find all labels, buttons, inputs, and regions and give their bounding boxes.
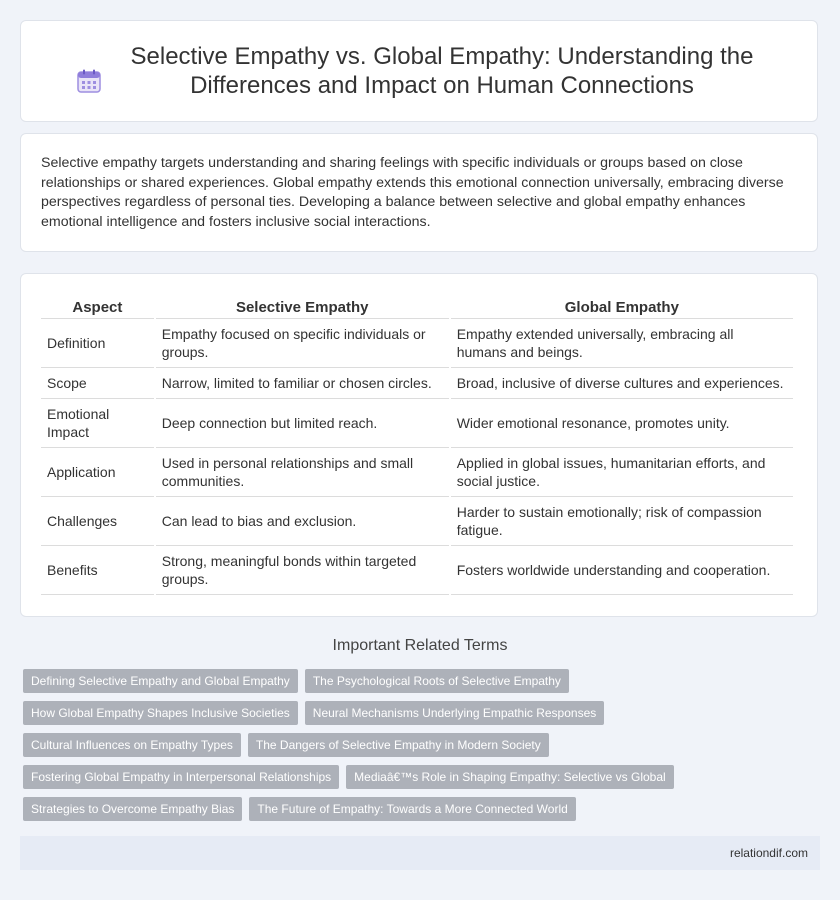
related-term-link[interactable]: Defining Selective Empathy and Global Empathy — [23, 669, 298, 693]
tag-row — [23, 765, 783, 789]
footer — [20, 836, 820, 870]
table-cell-global: Broad, inclusive of diverse cultures and experiences. — [451, 368, 793, 399]
related-term-link[interactable]: Mediaâ€™s Role in Shaping Empathy: Selective vs Global — [346, 765, 674, 789]
calendar-icon — [76, 68, 102, 94]
title-wrap — [76, 42, 762, 100]
related-terms-tags — [23, 669, 783, 829]
related-term-link[interactable]: The Psychological Roots of Selective Empathy — [305, 669, 569, 693]
table-cell-selective: Strong, meaningful bonds within targeted groups. — [156, 546, 449, 595]
header-aspect: Aspect — [41, 296, 154, 319]
table-row — [41, 448, 793, 497]
tag-row — [23, 797, 783, 821]
table-cell-global: Empathy extended universally, embracing all humans and beings. — [451, 319, 793, 368]
related-term-link[interactable]: The Dangers of Selective Empathy in Modern Society — [248, 733, 549, 757]
table-row — [41, 319, 793, 368]
comparison-table — [39, 296, 795, 595]
related-term-link[interactable]: The Future of Empathy: Towards a More Connected World — [249, 797, 575, 821]
header-global-empathy: Global Empathy — [451, 296, 793, 319]
table-cell-selective: Narrow, limited to familiar or chosen circles. — [156, 368, 449, 399]
table-row — [41, 546, 793, 595]
table-row — [41, 497, 793, 546]
tag-row — [23, 733, 783, 757]
table-cell-global: Harder to sustain emotionally; risk of compassion fatigue. — [451, 497, 793, 546]
related-terms-title: Important Related Terms — [332, 637, 508, 654]
related-term-link[interactable]: Neural Mechanisms Underlying Empathic Responses — [305, 701, 604, 725]
table-cell-global: Applied in global issues, humanitarian efforts, and social justice. — [451, 448, 793, 497]
header-card — [20, 20, 818, 122]
intro-card — [20, 133, 818, 252]
page-title: Selective Empathy vs. Global Empathy: Understanding the Differences and Impact on Human Connections — [130, 43, 754, 99]
tag-row — [23, 701, 783, 725]
intro-paragraph: Selective empathy targets understanding and sharing feelings with specific individuals or groups based on close relationships or shared experiences. Global empathy extends this emotional connection universally, embracing diverse perspectives regardless of personal ties. Developing a balance between selective and global empathy enhances emotional intelligence and fosters inclusive social interactions. — [41, 155, 784, 230]
table-cell-global: Fosters worldwide understanding and cooperation. — [451, 546, 793, 595]
footer-site-link[interactable]: relationdif.com — [729, 846, 808, 860]
table-cell-aspect: Application — [41, 448, 154, 497]
comparison-table-card — [20, 273, 818, 617]
related-term-link[interactable]: Strategies to Overcome Empathy Bias — [23, 797, 242, 821]
related-term-link[interactable]: Fostering Global Empathy in Interpersonal Relationships — [23, 765, 339, 789]
table-cell-selective: Can lead to bias and exclusion. — [156, 497, 449, 546]
related-term-link[interactable]: How Global Empathy Shapes Inclusive Societies — [23, 701, 298, 725]
tag-row — [23, 669, 783, 693]
related-term-link[interactable]: Cultural Influences on Empathy Types — [23, 733, 241, 757]
table-cell-aspect: Emotional Impact — [41, 399, 154, 448]
table-cell-aspect: Scope — [41, 368, 154, 399]
header-selective-empathy: Selective Empathy — [156, 296, 449, 319]
table-cell-aspect: Benefits — [41, 546, 154, 595]
table-cell-selective: Used in personal relationships and small communities. — [156, 448, 449, 497]
table-row — [41, 368, 793, 399]
table-cell-aspect: Challenges — [41, 497, 154, 546]
table-header-row — [41, 296, 793, 319]
table-cell-global: Wider emotional resonance, promotes unity. — [451, 399, 793, 448]
table-row — [41, 399, 793, 448]
table-cell-selective: Empathy focused on specific individuals or groups. — [156, 319, 449, 368]
table-cell-selective: Deep connection but limited reach. — [156, 399, 449, 448]
table-cell-aspect: Definition — [41, 319, 154, 368]
